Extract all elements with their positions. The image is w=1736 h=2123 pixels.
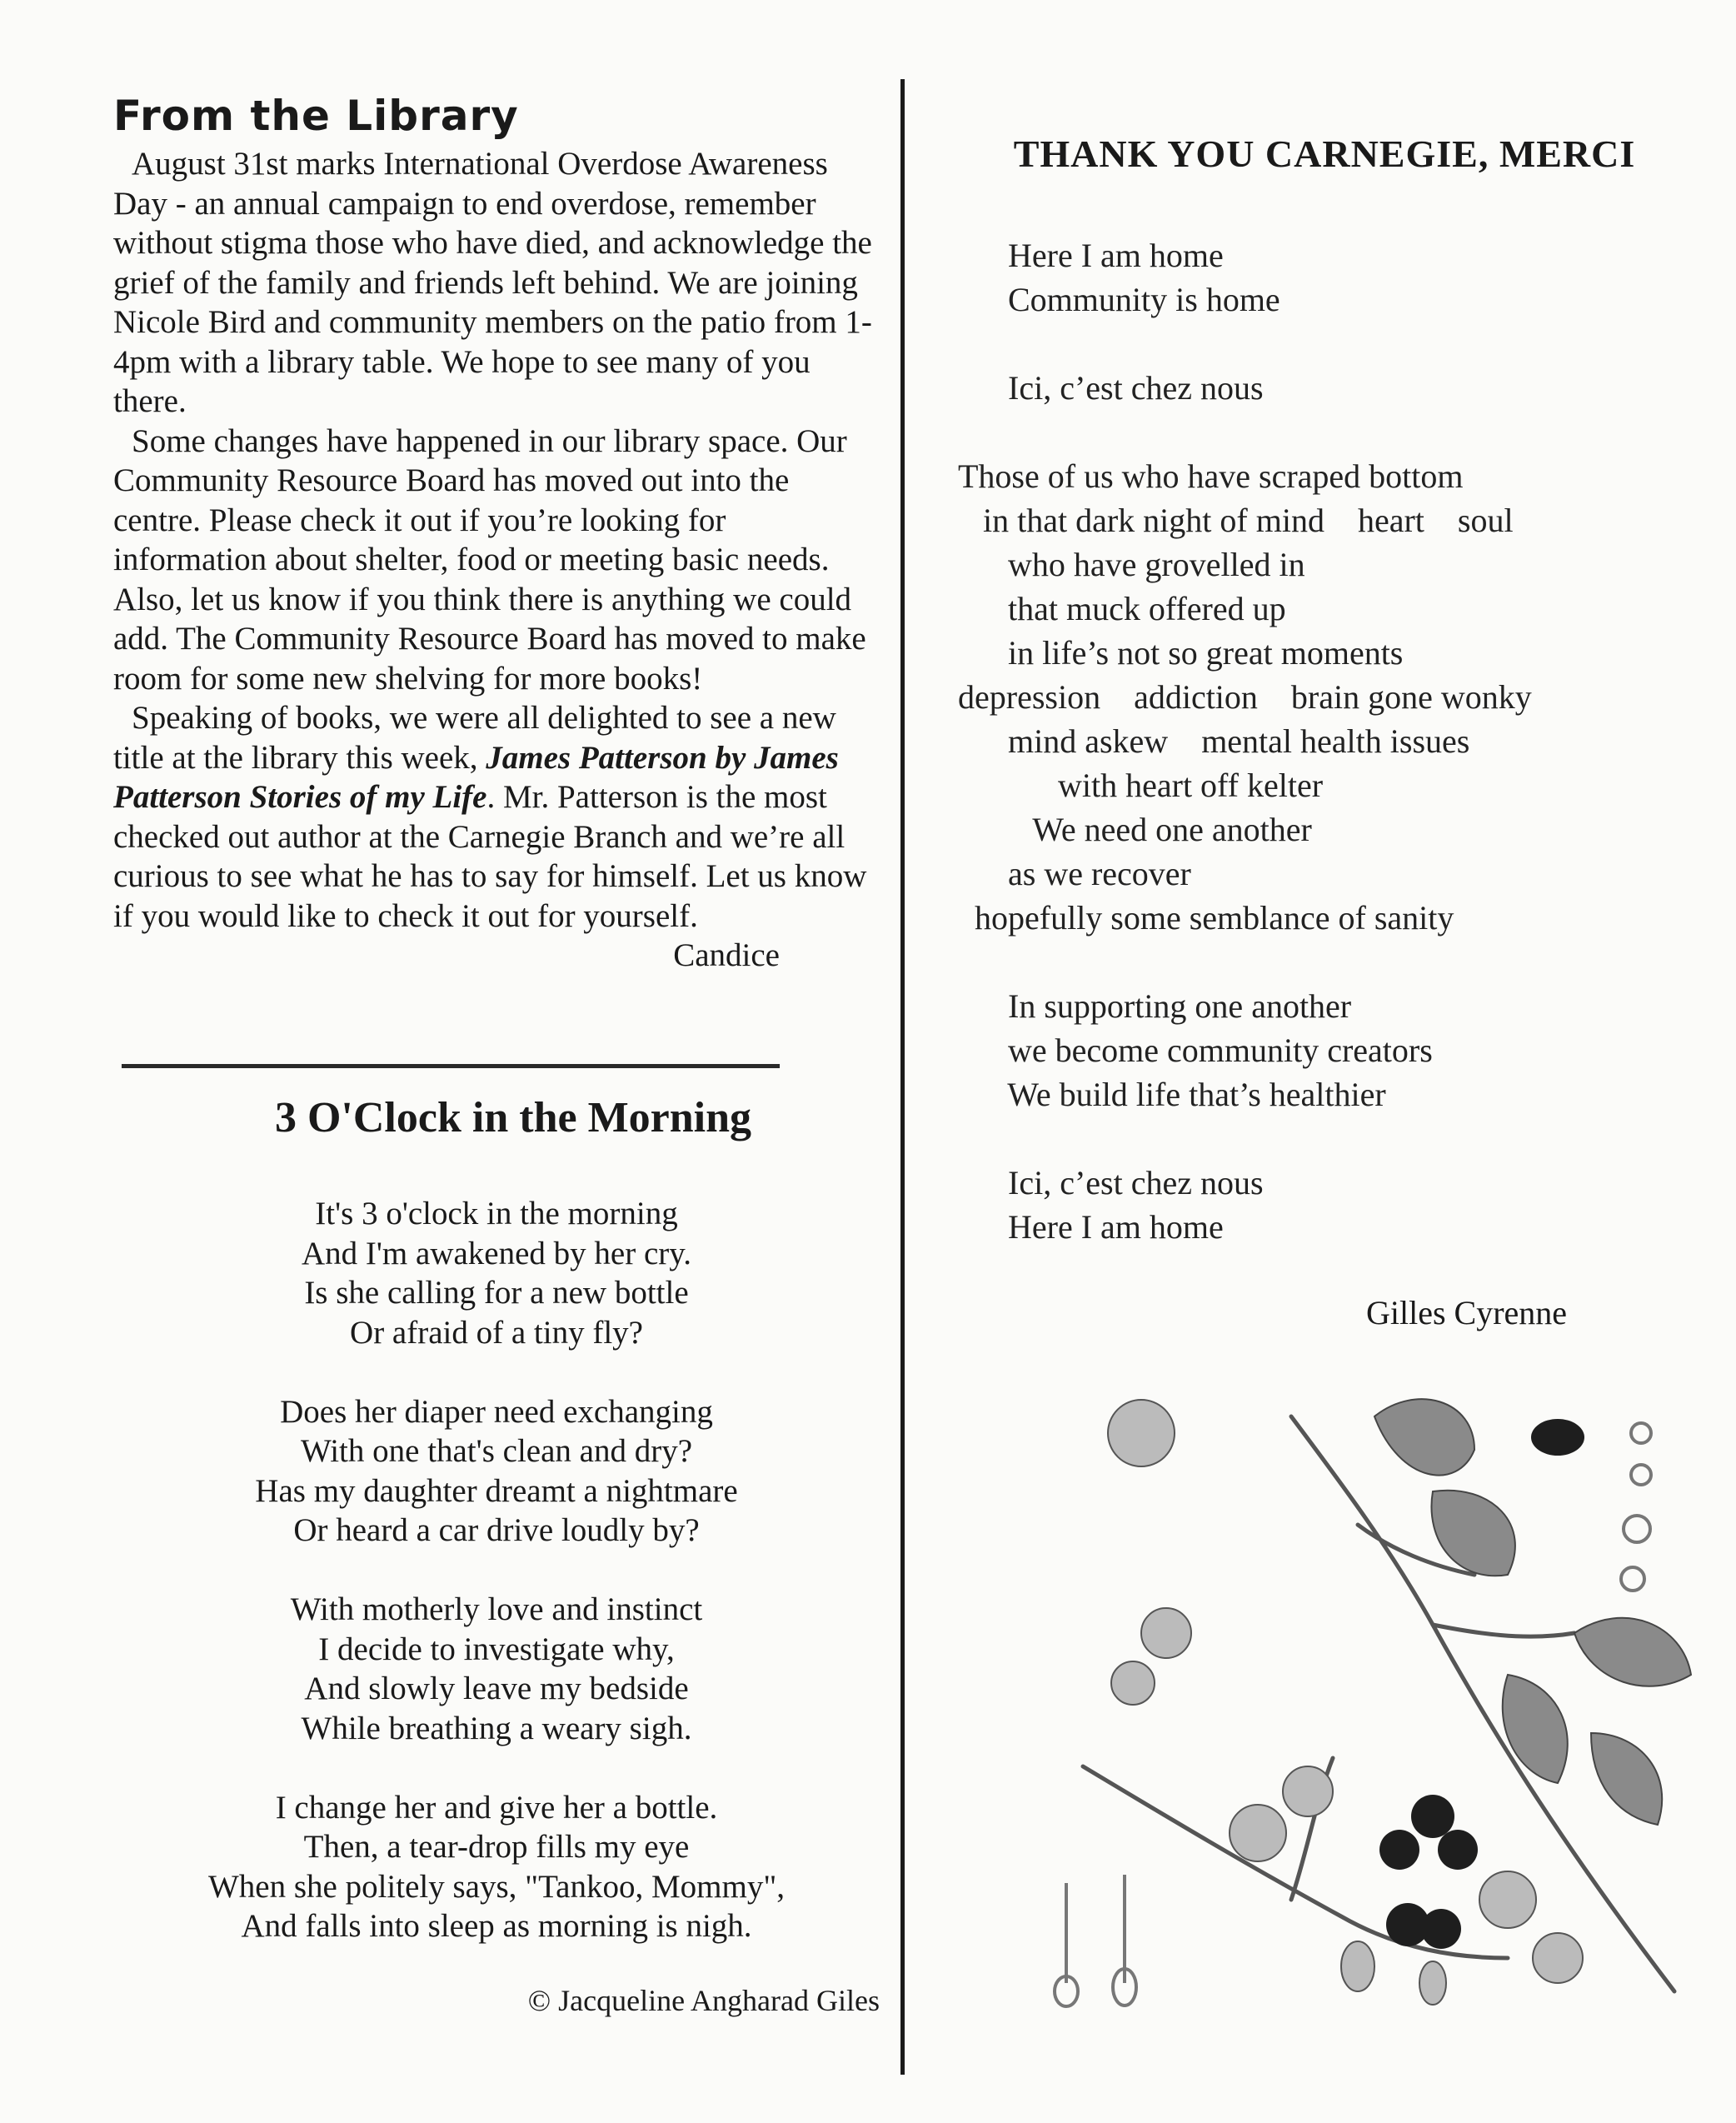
poem1-line: It's 3 o'clock in the morning [315,1196,678,1231]
poem2-line [958,1116,1708,1161]
library-article [113,93,880,975]
poem2-title: THANK YOU CARNEGIE, MERCI [1013,132,1636,175]
poem2-body [958,233,1708,1249]
poem1-line: And I'm awakened by her cry. [302,1235,691,1271]
poem1-stanza [113,1392,880,1551]
poem2-line: Here I am home [958,1208,1224,1246]
poem1-stanza [113,1590,880,1748]
poem2-line: Ici, c’est chez nous [958,1164,1264,1201]
poem2-line: We need one another [958,811,1312,848]
library-paragraph-1: August 31st marks International Overdose Awareness Day - an annual campaign to end overdose, remember without stigma those who have died, and acknowledge the grief of the family and friends left behind. We are joining Nicole Bird and community members on the patio from 1-4pm with a library table. We hope to see many of you there. [113,146,872,419]
poem2-line: In supporting one another [958,987,1352,1025]
poem1-line: Has my daughter dreamt a nightmare [255,1472,738,1509]
poem2-line: Ici, c’est chez nous [958,369,1264,407]
poem1-title: 3 O'Clock in the Morning [274,1094,752,1141]
book-title: James Patterson by James Patterson Stories of my Life [113,739,839,815]
poem2-line: that muck offered up [958,590,1286,627]
poem1-body [113,1194,880,1986]
poem1-line: And slowly leave my bedside [304,1671,689,1706]
library-paragraph-3-start: Speaking of books, we were all delighted to see a new title at the library this week, [113,700,836,776]
poem1-line: Does her diaper need exchanging [280,1393,713,1430]
cherry-branch-illustration [1041,1383,1708,2016]
library-body [113,144,880,936]
poem2-line: in life’s not so great moments [958,634,1404,672]
poem2-line: mind askew mental health issues [958,722,1470,760]
poem2-line: We build life that’s healthier [958,1076,1386,1113]
poem1-stanza [113,1788,880,1946]
poem1-line: When she politely says, "Tankoo, Mommy", [207,1868,786,1905]
section-rule [122,1064,780,1068]
poem1-copyright: © Jacqueline Angharad Giles [527,1984,880,2017]
poem2-line: hopefully some semblance of sanity [958,899,1454,937]
poem2-line [958,410,1708,454]
poem2-line: Here I am home [958,237,1224,274]
library-signature: Candice [673,937,780,973]
poem1-line: While breathing a weary sigh. [301,1710,692,1746]
library-paragraph-2: Some changes have happened in our library space. Our Community Resource Board has moved out into the centre. Please check it out if you’re looking for information about shelter, food or meeting basic needs. Also, let us know if you think there is anything we could add. The Community Resource Board has moved to make room for some new shelving for more books! [113,422,866,697]
poem2-line: as we recover [958,855,1191,892]
poem1-line: With motherly love and instinct [290,1591,703,1627]
library-paragraph-3-end: . Mr. Patterson is the most checked out author at the Carnegie Branch and we’re all curious to see what he has to say for himself. Let us know if you would like to check it out for yourself. [113,779,867,934]
library-heading: From the Library [113,92,519,140]
poem2-line: who have grovelled in [958,546,1305,583]
poem2-author: Gilles Cyrenne [1366,1294,1568,1331]
poem2-line: in that dark night of mind heart soul [958,502,1514,539]
column-divider [900,79,905,2075]
poem2-line: Community is home [958,281,1280,318]
poem1-stanza [113,1194,880,1352]
poem2-line: depression addiction brain gone wonky [958,678,1532,716]
poem2-line [958,322,1708,366]
poem2-line: Those of us who have scraped bottom [958,457,1464,495]
poem2-line [958,940,1708,984]
poem1-line: I change her and give her a bottle. [275,1789,718,1826]
poem1-line: I decide to investigate why, [318,1631,675,1667]
poem1-line: And falls into sleep as morning is nigh. [241,1908,752,1944]
poem1-line: With one that's clean and dry? [300,1433,693,1469]
poem1-line: Is she calling for a new bottle [304,1275,689,1311]
poem2-line: we become community creators [958,1032,1433,1069]
library-paragraph-3 [113,698,880,936]
poem2-line: with heart off kelter [958,767,1324,804]
poem1-line: Or heard a car drive loudly by? [293,1512,700,1548]
poem1-line: Or afraid of a tiny fly? [350,1314,643,1351]
poem1-line: Then, a tear-drop fills my eye [303,1829,690,1865]
